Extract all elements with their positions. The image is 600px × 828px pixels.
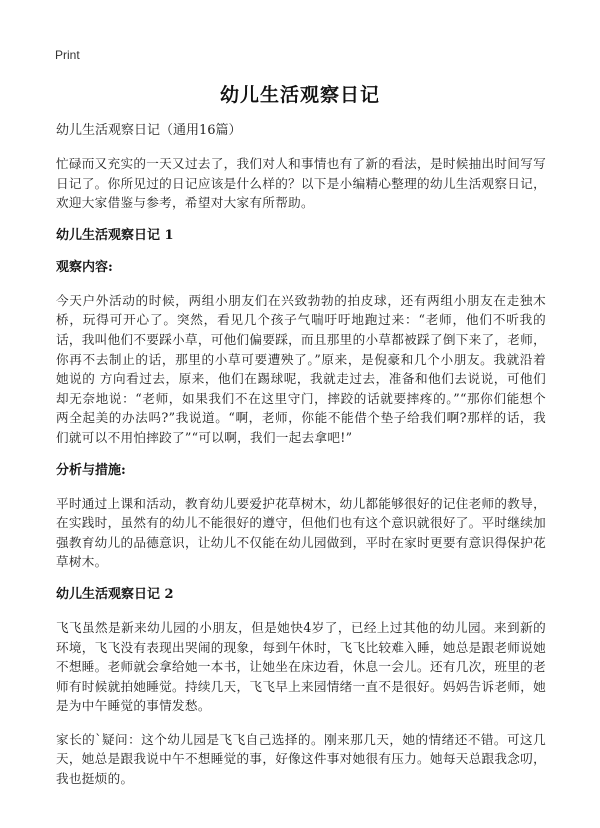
document-body: [56, 122, 546, 803]
page-title: 幼儿生活观察日记: [219, 84, 380, 106]
entry-heading: 幼儿生活观察日记 2: [56, 586, 174, 602]
entry-2: [56, 586, 546, 789]
entry-heading: 幼儿生活观察日记 1: [56, 227, 174, 243]
entry-paragraph: 飞飞虽然是新来幼儿园的小朋友，但是她快4岁了，已经上过其他的幼儿园。来到新的环境，飞飞没有表现出哭闹的现象，每到午休时，飞飞比较难入睡，她总是跟老师说她不想睡。老师就会拿给她一本书，让她坐在床边看，休息一会儿。还有几次，班里的老师有时候就拍她睡觉。持续几天，飞飞早上来园情绪一直不是很好。妈妈告诉老师，她是为中午睡觉的事情发愁。: [56, 619, 546, 714]
print-link[interactable]: Print: [55, 48, 80, 62]
observation-paragraph: 今天户外活动的时候，两组小朋友们在兴致勃勃的拍皮球，还有两组小朋友在走独木桥，玩得可开心了。突然，看见几个孩子气喘吁吁地跑过来：“老师，他们不听我的话，我叫他们不要踩小草，可他们偏要踩，而且那里的小草都被踩了倒下来了，老师，你再不去制止的话，那里的小草可要遭殃了。”原来，是倪豪和几个小朋友。我就沿着她说的 方向看过去，原来，他们在踢球呢，我就走过去，准备和他们去说说，可他们却无奈地说：“老师，如果我们不在这里守门，摔跤的话就要摔疼的。”“那你们能想个两全起美的办法吗?”我说道。“啊，老师，你能不能借个垫子给我们啊?那样的话，我们就可以不用怕摔跤了”“可以啊，我们一起去拿吧!”: [56, 292, 546, 445]
observation-label: 观察内容:: [56, 259, 113, 275]
intro-paragraph: 忙碌而又充实的一天又过去了，我们对人和事情也有了新的看法，是时候抽出时间写写日记了。你所见过的日记应该是什么样的？以下是小编精心整理的幼儿生活观察日记，欢迎大家借鉴与参考，希望对大家有所帮助。: [56, 156, 546, 211]
entry-paragraph: 家长的`疑问：这个幼儿园是飞飞自己选择的。刚来那几天，她的情绪还不错。可这几天，她总是跟我说中午不想睡觉的事，好像这件事对她很有压力。她每天总跟我念叨，我也挺烦的。: [56, 731, 546, 787]
document-subtitle: 幼儿生活观察日记（通用16篇）: [56, 123, 242, 138]
analysis-paragraph: 平时通过上课和活动，教育幼儿要爱护花草树木，幼儿都能够很好的记住老师的教导，在实践时，虽然有的幼儿不能很好的遵守，但他们也有这个意识就很好了。平时继续加强教育幼儿的品德意识，让幼儿不仅能在幼儿园做到，平时在家时更要有意识得保护花草树木。: [56, 495, 546, 570]
entry-1: [56, 227, 546, 572]
analysis-label: 分析与措施:: [56, 462, 126, 478]
